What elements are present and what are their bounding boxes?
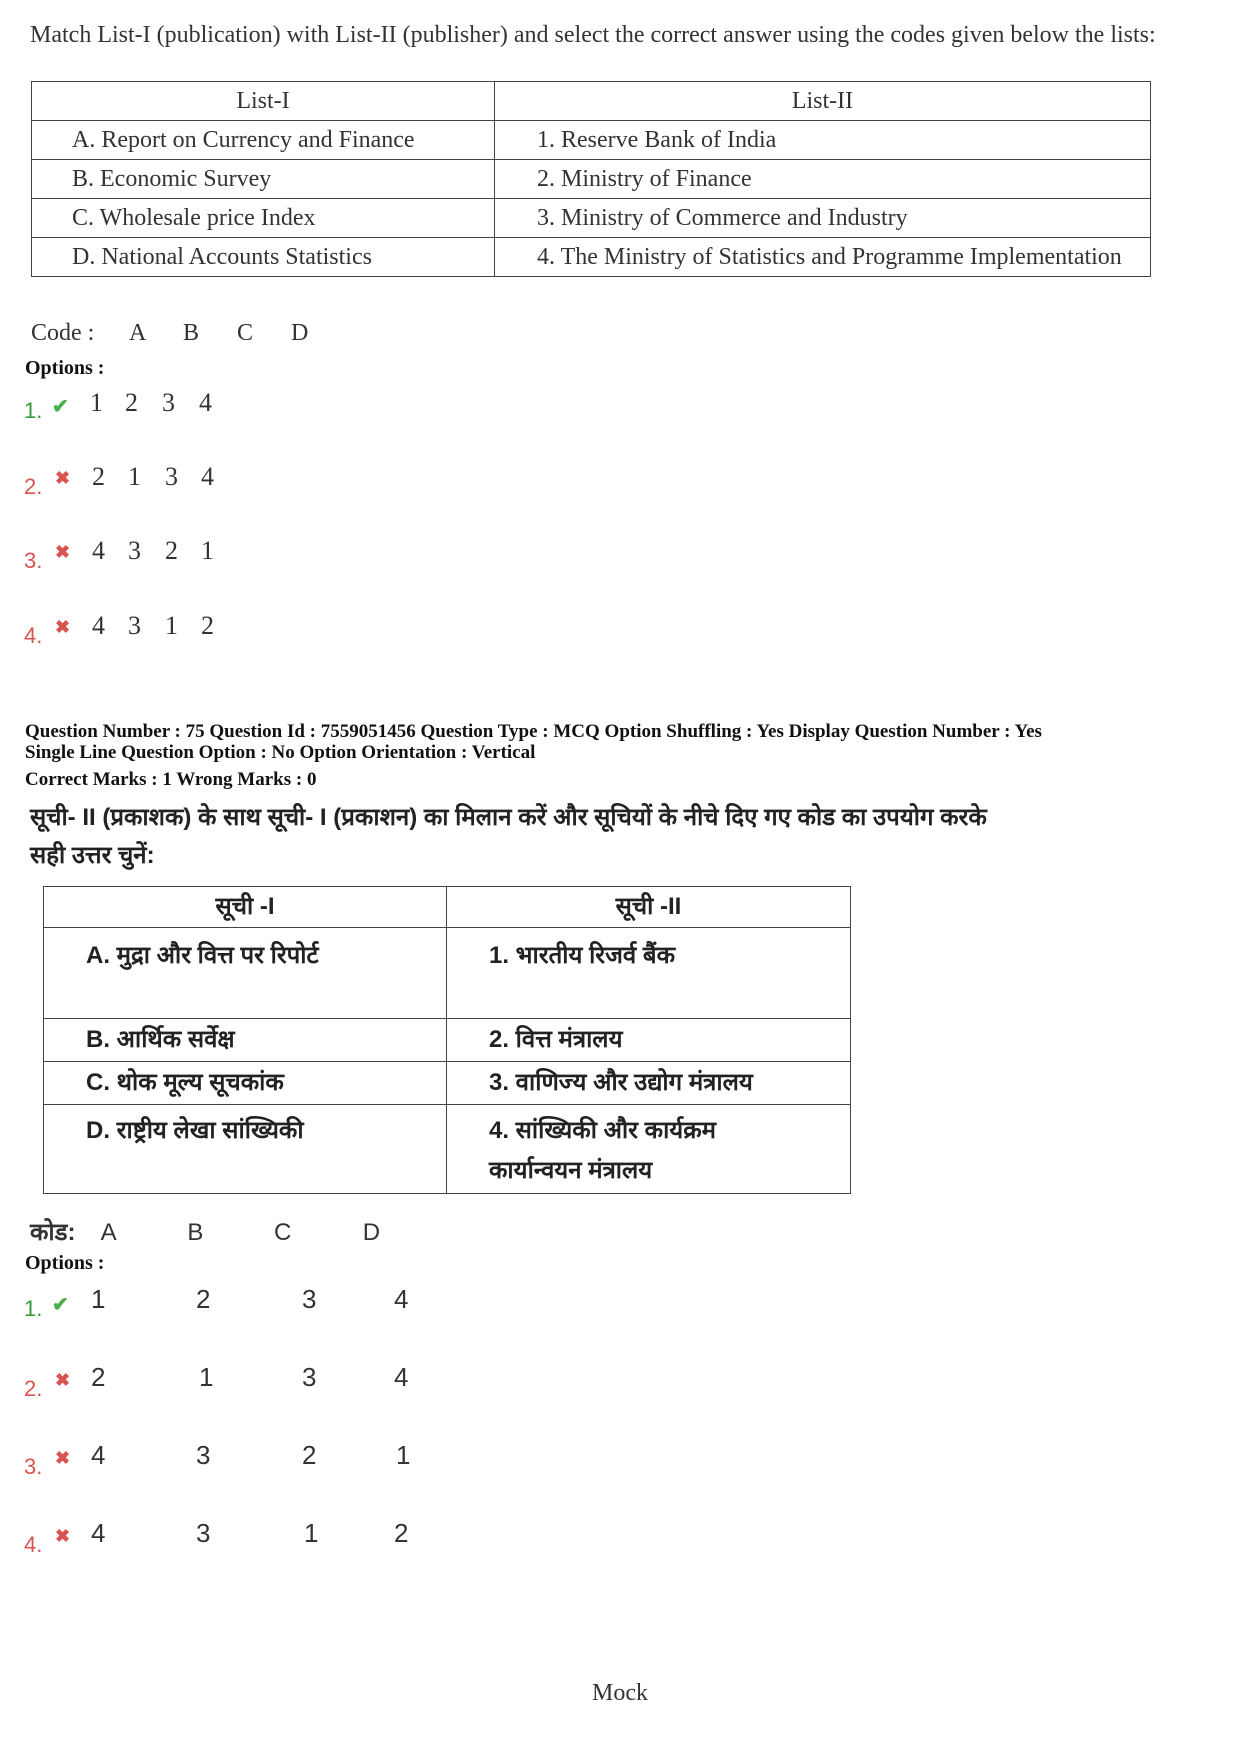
option-value: 3	[302, 1362, 317, 1392]
code-letter: B	[183, 320, 200, 346]
option-value: 4	[199, 388, 212, 417]
option-value: 4	[394, 1362, 409, 1392]
code-letter: A	[129, 320, 147, 346]
table-cell: B. Economic Survey	[32, 160, 495, 199]
check-icon: ✔	[52, 396, 69, 418]
option-value: 1	[396, 1440, 411, 1470]
table-cell: A. मुद्रा और वित्त पर रिपोर्ट	[44, 928, 447, 1019]
cross-icon: ✖	[55, 1526, 71, 1546]
option-3[interactable]	[0, 536, 400, 580]
option-value: 2	[394, 1518, 409, 1548]
question-meta-line-2: Single Line Question Option : No Option Orientation : Vertical	[25, 742, 536, 763]
option-value: 2	[302, 1440, 317, 1470]
option-value: 2	[165, 536, 178, 565]
question-meta-line-1: Question Number : 75 Question Id : 7559051456 Question Type : MCQ Option Shuffling : Yes Display Question Number : Yes	[25, 721, 1042, 742]
code-letter: A	[100, 1219, 117, 1246]
table-cell: 2. Ministry of Finance	[495, 160, 1151, 199]
table-row	[44, 928, 851, 1019]
option-number: 1.	[24, 398, 43, 423]
table-cell: 3. Ministry of Commerce and Industry	[495, 199, 1151, 238]
option-value: 1	[90, 388, 103, 417]
code-line-english	[31, 320, 308, 347]
table-row	[32, 121, 1151, 160]
option-value: 1	[199, 1362, 214, 1392]
table-cell: 4. The Ministry of Statistics and Programme Implementation	[495, 238, 1151, 277]
table-cell	[447, 1105, 851, 1194]
cross-icon: ✖	[55, 542, 71, 562]
table-row	[32, 199, 1151, 238]
option-value: 3	[165, 462, 178, 491]
option-value: 4	[91, 1518, 106, 1548]
question-text-english: Match List-I (publication) with List-II (publisher) and select the correct answer using the codes given below the lists:	[30, 22, 1156, 48]
table-row	[44, 1062, 851, 1105]
match-table-hindi	[43, 886, 851, 1194]
question-text-hindi-line-1: सूची- II (प्रकाशक) के साथ सूची- I (प्रकाशन) का मिलान करें और सूचियों के नीचे दिए गए कोड का उपयोग करके	[30, 804, 987, 831]
code-letter: C	[274, 1219, 292, 1246]
table-row	[44, 1105, 851, 1194]
code-letter: D	[362, 1219, 381, 1246]
question-meta-line-3: Correct Marks : 1 Wrong Marks : 0	[25, 769, 317, 790]
option-value: 3	[128, 536, 141, 565]
table-cell: C. थोक मूल्य सूचकांक	[44, 1062, 447, 1105]
table-cell: B. आर्थिक सर्वेक्ष	[44, 1019, 447, 1062]
option-4[interactable]	[0, 611, 400, 655]
code-letter: C	[237, 320, 254, 346]
option-value: 3	[196, 1440, 211, 1470]
table-header-list-1: List-I	[32, 82, 495, 121]
option-2[interactable]	[0, 1362, 450, 1406]
option-number: 2.	[24, 1376, 43, 1401]
table-header-list-2: सूची -II	[447, 887, 851, 928]
table-header-list-2: List-II	[495, 82, 1151, 121]
footer-mock-label: Mock	[592, 1680, 648, 1706]
option-value: 4	[201, 462, 214, 491]
table-row	[32, 238, 1151, 277]
match-table-english	[31, 81, 1151, 277]
option-value: 4	[394, 1284, 409, 1314]
code-letter: D	[291, 320, 309, 346]
cross-icon: ✖	[55, 1370, 71, 1390]
table-header-list-1: सूची -I	[44, 887, 447, 928]
option-value: 3	[196, 1518, 211, 1548]
table-cell-text: 4. सांख्यिकी और कार्यक्रम कार्यान्वयन मंत्रालय	[489, 1117, 717, 1184]
option-value: 4	[92, 536, 105, 565]
option-value: 1	[165, 611, 178, 640]
option-value: 1	[201, 536, 214, 565]
cross-icon: ✖	[55, 617, 71, 637]
check-icon: ✔	[52, 1294, 69, 1316]
option-value: 2	[92, 462, 105, 491]
table-cell	[447, 928, 851, 1019]
option-value: 1	[91, 1284, 106, 1314]
table-cell: 3. वाणिज्य और उद्योग मंत्रालय	[447, 1062, 851, 1105]
option-4[interactable]	[0, 1518, 450, 1562]
question-text-hindi-line-2: सही उत्तर चुनें:	[30, 842, 155, 869]
code-label: कोड:	[30, 1219, 76, 1246]
table-cell-text: 1. भारतीय रिजर्व बैंक	[489, 942, 676, 969]
cross-icon: ✖	[55, 468, 71, 488]
option-1[interactable]	[0, 1284, 450, 1328]
table-cell: A. Report on Currency and Finance	[32, 121, 495, 160]
option-number: 2.	[24, 474, 43, 499]
option-value: 3	[128, 611, 141, 640]
option-value: 2	[196, 1284, 211, 1314]
option-1[interactable]	[0, 388, 400, 432]
option-3[interactable]	[0, 1440, 450, 1484]
option-value: 4	[91, 1440, 106, 1470]
table-row	[44, 1019, 851, 1062]
option-value: 3	[302, 1284, 317, 1314]
table-cell: D. राष्ट्रीय लेखा सांख्यिकी	[44, 1105, 447, 1194]
code-label: Code :	[31, 320, 95, 346]
option-number: 4.	[24, 1532, 43, 1557]
option-value: 3	[162, 388, 175, 417]
option-value: 2	[91, 1362, 106, 1392]
option-value: 1	[128, 462, 141, 491]
option-number: 4.	[24, 623, 43, 648]
table-cell: 2. वित्त मंत्रालय	[447, 1019, 851, 1062]
cross-icon: ✖	[55, 1448, 71, 1468]
table-row	[32, 160, 1151, 199]
option-number: 3.	[24, 1454, 43, 1479]
option-value: 2	[201, 611, 214, 640]
table-cell: 1. Reserve Bank of India	[495, 121, 1151, 160]
options-heading: Options :	[25, 1252, 105, 1274]
option-value: 4	[92, 611, 105, 640]
table-cell: C. Wholesale price Index	[32, 199, 495, 238]
option-value: 2	[125, 388, 138, 417]
table-cell: D. National Accounts Statistics	[32, 238, 495, 277]
code-line-hindi	[30, 1215, 380, 1248]
option-number: 1.	[24, 1296, 43, 1321]
option-number: 3.	[24, 548, 43, 573]
code-letter: B	[187, 1219, 204, 1246]
option-2[interactable]	[0, 462, 400, 506]
options-heading: Options :	[25, 357, 105, 379]
option-value: 1	[304, 1518, 319, 1548]
